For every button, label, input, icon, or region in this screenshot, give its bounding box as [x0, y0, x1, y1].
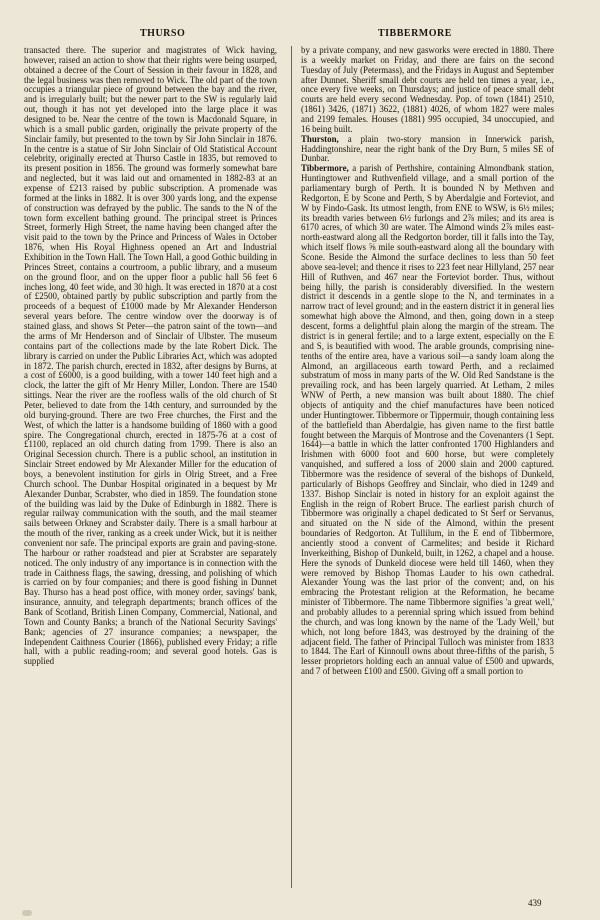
running-head: [0, 28, 600, 42]
headword-tibbermore: Tibbermore,: [301, 163, 349, 174]
headword-thurston: Thurston,: [301, 133, 339, 144]
right-column: [301, 46, 554, 888]
running-head-right: TIBBERMORE: [378, 28, 452, 39]
entry-tibbermore: [301, 164, 554, 677]
paper-spot: [22, 910, 32, 916]
left-column-text: transacted there. The superior and magistrates of Wick having, however, raised an action to show that their rights were being usurped, obtained a decree of the Court of Session in their favour in 1828, and the legal business was then removed to Wick. The old part of the town occupies a triangular piece of ground between the bay and the river, and is irregularly built; but the newer part to the SW is regularly laid out, though it has not yet developed into the large place it was designed to be. Near the centre of the town is Macdonald Square, in which is a small public garden, originally the private property of the Sinclair family, but presented to the town by Sir John Sinclair in 1876. In the centre is a statue of Sir John Sinclair of Old Statistical Account celebrity, originally erected at Thurso Castle in 1835, but removed to its present position in 1856. The ground was formerly somewhat bare and neglected, but it was laid out and ornamented in 1882-83 at an expense of £213 raised by public subscription. A promenade was formed at the links in 1882. It is over 300 yards long, and the expense of construction was defrayed by the public. The sands to the N of the town form excellent bathing ground. The principal street is Princes Street, formerly High Street, the name having been changed after the visit paid to the town by the Prince and Princess of Wales in October 1876, when His Royal Highness opened an Art and Industrial Exhibition in the Town Hall. The Town Hall, a good Gothic building in Princes Street, contains a courtroom, a public library, and a museum on the ground floor, and on the upper floor a public hall 56 feet 6 inches long, 40 feet wide, and 30 high. It was erected in 1870 at a cost of £2500, obtained partly by public subscription and partly from the proceeds of a bequest of £1000 made by Mr Alexander Henderson several years before. The centre window over the doorway is of stained glass, and shows St Peter—the patron saint of the town—and the arms of Mr Henderson and of Sinclair of Ulbster. The museum contains part of the collections made by the late Robert Dick. The library is carried on under the Public Libraries Act, which was adopted in 1872. The parish church, erected in 1832, after designs by Burns, at a cost of £6000, is a good building, with a tower 140 feet high and a clock, the latter the gift of Mr Henry Miller, London. There are 1540 sittings. Near the river are the roofless walls of the old church of St Peter, believed to date from the 14th century, and surrounded by the old burying-ground. There are two Free churches, the First and the West, of which the latter is a handsome building of 1860 with a good spire. The Congregational church, erected in 1875-76 at a cost of £1100, replaced an old church dating from 1799. There is also an Original Secession church. There is a public school, an institution in Sinclair Street endowed by Mr Alexander Miller for the education of boys, a benevolent institution for girls in Olrig Street, and a Free Church school. The Dunbar Hospital originated in a bequest by Mr Alexander Dunbar, Scrabster, who died in 1859. The foundation stone of the building was laid by the Duke of Edinburgh in 1882. There is regular railway communication with the south, and the mail steamer sails between Orkney and Scrabster daily. There is a small harbour at the mouth of the river, ranking as a creek under Wick, but it is neither convenient nor safe. The principal exports are grain and paving-stone. The harbour or rather roadstead and pier at Scrabster are separately noticed. The only industry of any importance is in connection with the trade in Caithness flags, the sawing, dressing, and polishing of which is carried on by four companies; and there is good fishing in Dunnet Bay. Thurso has a head post office, with money order, savings' bank, insurance, annuity, and telegraph departments; branch offices of the Bank of Scotland, British Linen Company, Commercial, National, and Town and County Banks; a branch of the National Security Savings' Bank; agencies of 27 insurance companies; a newspaper, the Independent Caithness Courier (1866), published every Friday; a rifle hall, with a public reading-room; and several good hotels. Gas is supplied: [24, 46, 277, 667]
running-head-left: THURSO: [140, 28, 186, 39]
entry-tibbermore-body: a parish of Perthshire, containing Almondbank station, Huntingtower and Ruthvenfield village, and a small portion of the parliamentary burgh of Perth. It is bounded N by Methven and Redgorton, E by Scone and Perth, S by Aberdalgie and Forteviot, and W by Findo-Gask. Its utmost length, from ENE to WSW, is 6½ miles; its breadth varies between 6½ furlongs and 2⅞ miles; and its area is 6170 acres, of which 30 are water. The Almond winds 2⅞ miles east-north-eastward along all the Redgorton border, till it falls into the Tay, which itself flows ⅝ mile south-eastward along all the boundary with Scone. Beside the Almond the surface declines to less than 50 feet above sea-level; and thence it rises to 223 feet near Hillyland, 257 near Hill of Ruthven, and 467 near the Forteviot border. Thus, without being hilly, the parish is considerably diversified. In the western district it descends in a gentle slope to the N, and terminates in a narrow tract of level ground; and in the eastern district it in general lies somewhat high above the Almond, and then, going down in a steep descent, forms a delightful plain along the margin of the stream. The district is in general fertile; and to a large extent, especially on the E and S, is beautified with wood. The arable grounds, comprising nine-tenths of the entire area, have a various soil—a sandy loam along the Almond, an argillaceous earth toward Perth, and a reclaimed substratum of moss in many parts of the W. Old Red Sandstane is the prevailing rock, and has been largely quarried. At Letham, 2 miles WNW of Perth, a new mansion was built about 1880. The chief objects of antiquity and the chief manufactures have been noticed under Huntingtower. Tibbermore or Tippermuir, though containing less of the battlefield than Aberdalgie, has given name to the first battle fought between the Marquis of Montrose and the Covenanters (1 Sept. 1644)—a battle in which the latter confronted 1700 Highlanders and Irishmen with 6000 foot and 600 horse, but were completely vanquished, and suffered a loss of 2000 slain and 2000 captured. Tibbermore was the residence of several of the bishops of Dunkeld, particularly of Bishops Geoffrey and Sinclair, who died in 1249 and 1337. Bishop Sinclair is noted in history for an exploit against the English in the reign of Robert Bruce. The earliest parish church of Tibbermore was originally a chapel dedicated to St Serf or Servanus, and situated on the N side of the Almond, within the present boundaries of Redgorton. At Tullilum, in the E end of Tibbermore, anciently stood a convent of Carmelites; and beside it Richard Inverkeithing, Bishop of Dunkeld, built, in 1262, a chapel and a house. Here the synods of Dunkeld diocese were held till 1460, when they were removed by Bishop Thomas Lauder to his own cathedral. Alexander Young was the last prior of the convent; and, on his embracing the Protestant religion at the Reformation, he became minister of Tibbermore. The name Tibbermore signifies 'a great well,' and probably alludes to a perennial spring which issued from behind the church, and was long known by the name of the 'Lady Well,' but which, not long before 1843, was destroyed by the draining of the adjacent field. The father of Principal Tulloch was minister from 1833 to 1844. The Earl of Kinnoull owns about three-fifths of the parish, 5 lesser proprietors holding each an annual value of £500 and upwards, and 7 of between £100 and £500. Giving off a small portion to: [301, 163, 554, 677]
entry-thurston: [301, 135, 554, 165]
left-column: [24, 46, 277, 888]
column-divider: [291, 46, 292, 888]
entry-thurston-body: a plain two-story mansion in Innerwick parish, Haddingtonshire, near the right bank of the Dry Burn, 5 miles SE of Dunbar.: [301, 133, 554, 164]
page-number: 439: [528, 898, 542, 908]
thurso-continuation: by a private company, and new gasworks were erected in 1880. There is a weekly market on Friday, and there are fairs on the second Tuesday of July (Petermass), and the Fridays in August and September after Dunnet. Sheriff small debt courts are held ten times a year, i.e., once every five weeks, on Thursdays; and justice of peace small debt courts are held every second Wednesday. Pop. of town (1841) 2510, (1861) 3426, (1871) 3622, (1881) 4026, of whom 1827 were males and 2199 females. Houses (1881) 995 occupied, 34 unoccupied, and 16 being built.: [301, 46, 554, 134]
